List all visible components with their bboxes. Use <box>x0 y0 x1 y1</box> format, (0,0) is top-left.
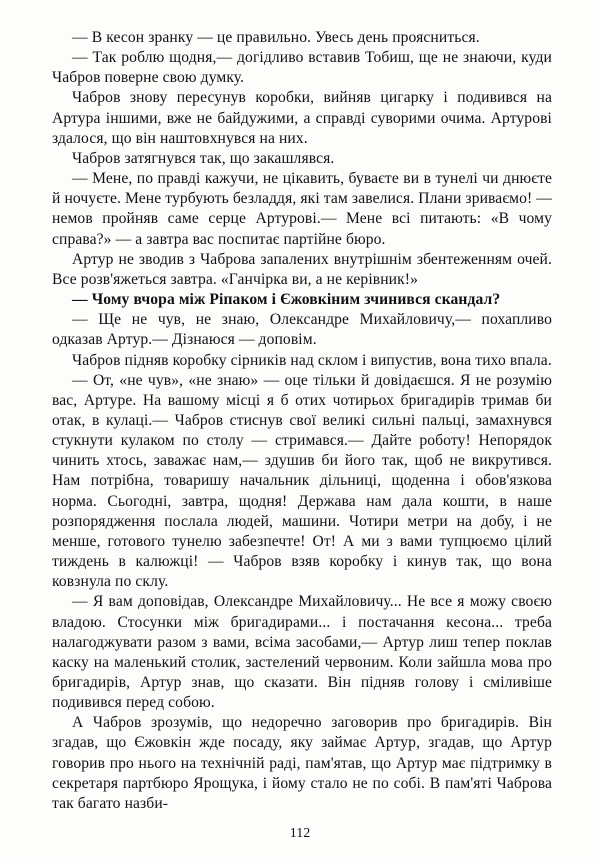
paragraph: Артур не зводив з Чаброва запалених внутрішнім збентеженням очей. Все розв'яжеться завтра. «Ганчірка ви, а не керівник!» <box>52 250 552 288</box>
paragraph: — Мене, по правді кажучи, не цікавить, буваєте ви в тунелі чи днюєте й ночуєте. Мене турбують безладдя, які там завелися. Плани зриваємо! — немов пройняв саме серце Артурові.— Мене всі питають: «В чому справа?» — а завтра вас поспитає партійне бюро. <box>52 170 552 248</box>
paragraph: А Чабров зрозумів, що недоречно заговорив про бригадирів. Він згадав, що Єжовкін жде посаду, яку займає Артур, згадав, що Артур говорив про нього на технічній раді, пам'ятав, що Артур має підтримку в секретаря партбюро Ярощука, і йому стало не по собі. В пам'яті Чаброва так багато назби- <box>52 714 552 812</box>
page-body-text <box>52 28 552 814</box>
paragraph: — В кесон зранку — це правильно. Увесь день проясниться. <box>72 29 480 46</box>
paragraph: Чабров підняв коробку сірників над склом і випустив, вона тихо впала. <box>72 351 552 369</box>
paragraph: — Ще не чув, не знаю, Олександре Михайловичу,— похапливо одказав Артур.— Дізнаюся — доповім. <box>52 311 552 349</box>
page-number: 112 <box>289 826 311 841</box>
paragraph: Чабров затягнувся так, що закашлявся. <box>72 149 335 167</box>
paragraph: — От, «не чув», «не знаю» — оце тільки й довідаєшся. Я не розумію вас, Артуре. На вашому місці я б отих чотирьох бригадирів тримав би отак, в кулаці.— Чабров стиснув свої великі сильні пальці, замахнувся стукнути кулаком по столу — стримався.— Дайте роботу! Непорядок чинить хтось, заважає нам,— здушив би його так, щоб не викрутився. Нам потрібна, товаришу начальник дільниці, щоденна і обов'язкова норма. Сьогодні, завтра, щодня! Держава нам дала кошти, в наше розпорядження послала людей, машини. Чотири метри на добу, і не менше, готового тунелю забезпечте! От! А ми з вами тупцюємо цілий тиждень в калюжці! — Чабров взяв коробку і кинув так, що вона ковзнула по склу. <box>52 371 552 591</box>
paragraph: — Так роблю щодня,— догідливо вставив Тобиш, ще не знаючи, куди Чабров поверне свою думку. <box>52 49 552 87</box>
paragraph: — Я вам доповідав, Олександре Михайловичу... Не все я можу своєю владою. Стосунки між бригадирами... і постачання кесона... треба налагоджувати разом з вами, всіма засобами,— Артур лиш тепер поклав каску на маленький столик, застелений червоним. Коли зайшла мова про бригадирів, Артур знав, що сказати. Він підняв голову і сміливіше подивився перед собою. <box>52 593 552 712</box>
paragraph: Чабров знову пересунув коробки, вийняв цигарку і подивився на Артура іншими, вже не байдужими, а справді суворими очима. Артурові здалося, що він наштовхнувся на них. <box>52 89 552 147</box>
paragraph: — Чому вчора між Ріпаком і Єжовкіним зчинився скандал? <box>72 291 501 309</box>
